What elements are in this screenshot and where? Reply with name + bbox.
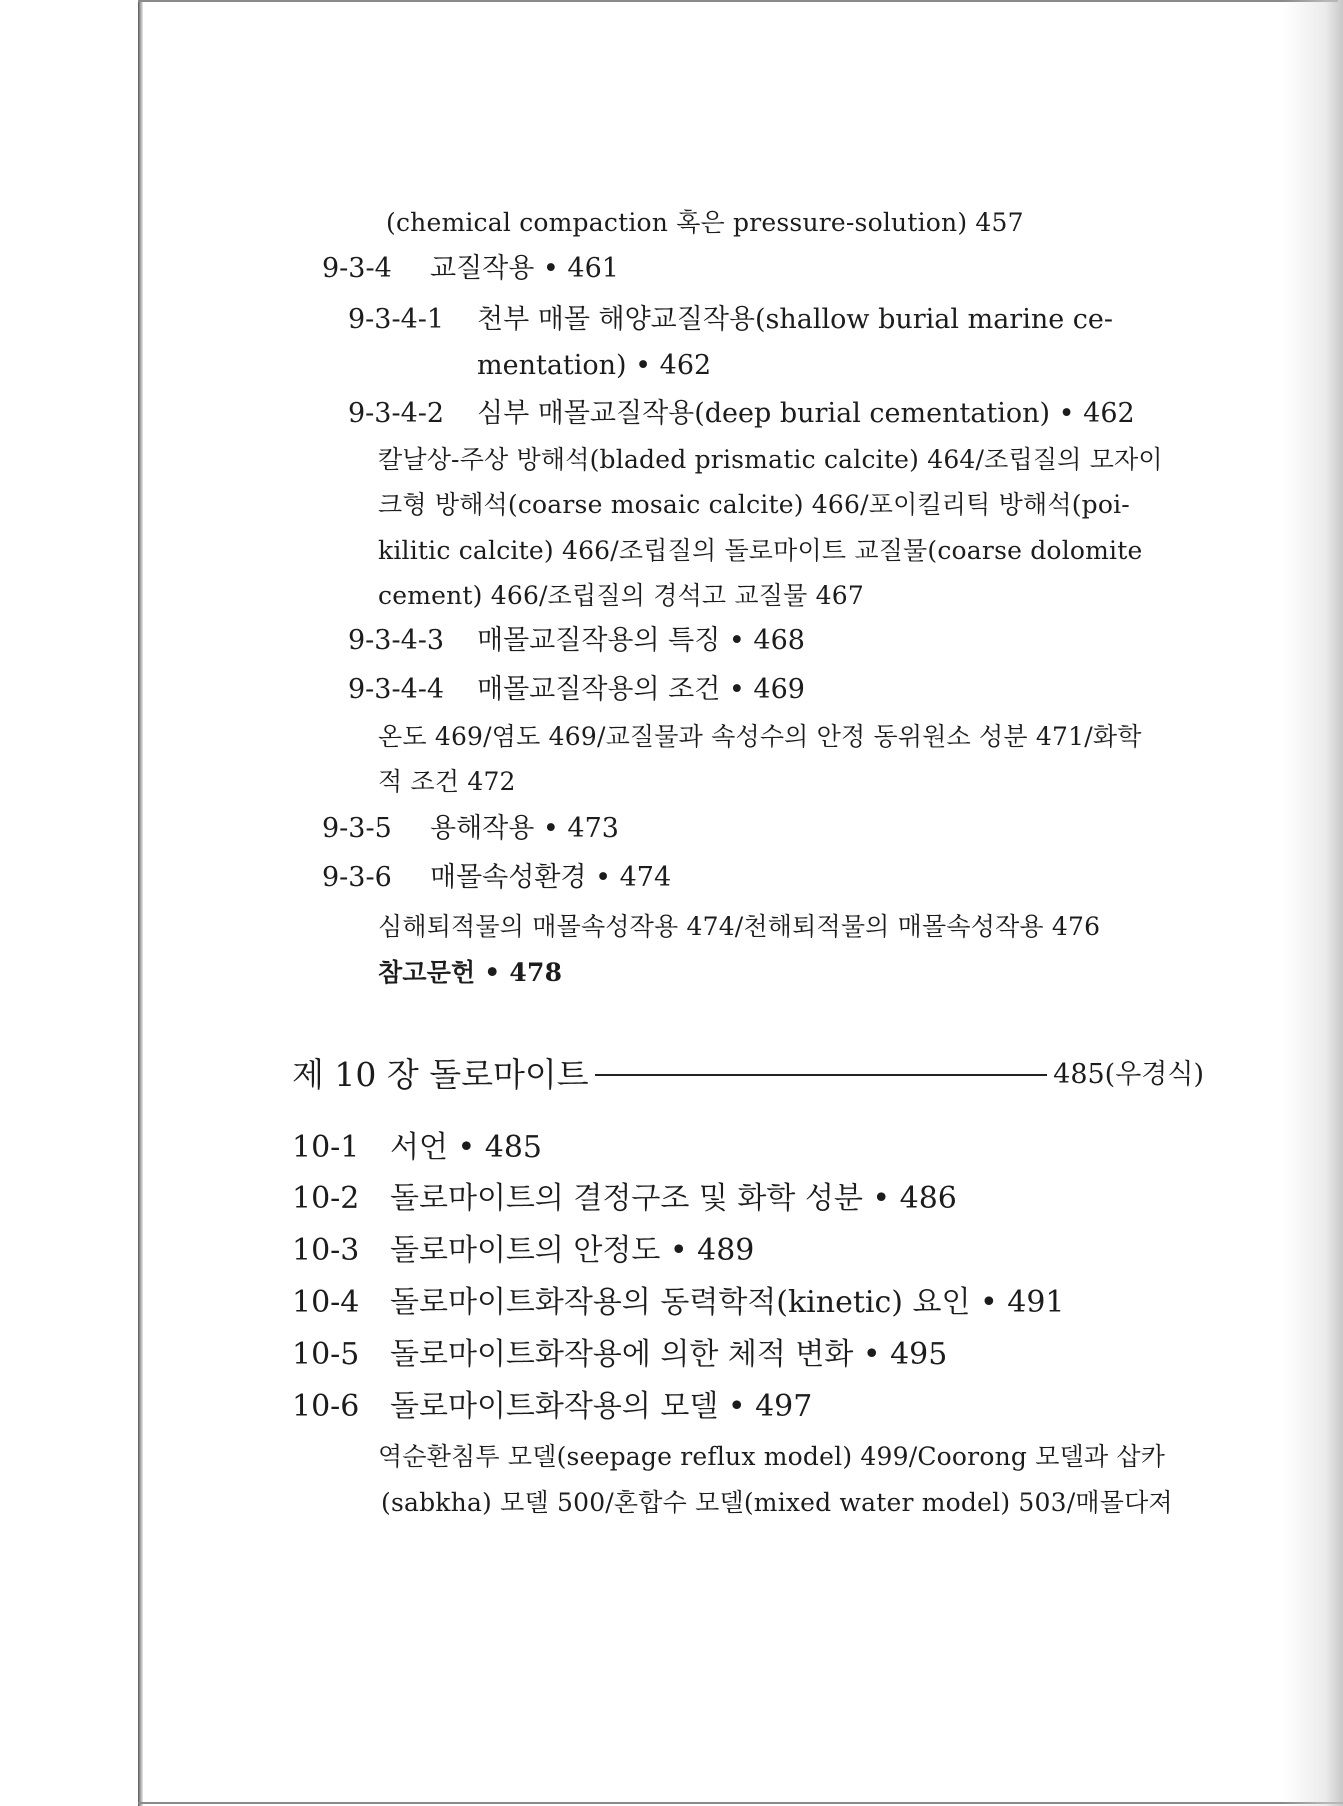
section-number: 10-3 [292,1233,360,1268]
toc-entry-number: 9-3-4-1 [348,304,445,335]
section-text: 돌로마이트화작용의 동력학적(kinetic) 요인 • 491 [390,1285,1065,1320]
section-number: 10-5 [292,1337,360,1372]
toc-entry [322,815,619,842]
toc-entry-text: kilitic calcite) 466/조립질의 돌로마이트 교질물(coarse dolomite [378,536,1143,565]
section-entry [292,1233,755,1268]
toc-entry-text: 크형 방해석(coarse mosaic calcite) 466/포이킬리틱 방해석(poi- [378,490,1130,519]
page-top-edge [138,0,1338,2]
toc-entry [477,352,711,379]
chapter-title: 제 10 장 돌로마이트 [292,1055,589,1094]
section-entry [292,1337,948,1372]
toc-entry-text: 매몰교질작용의 조건 • 469 [477,674,805,705]
toc-entry-text: (sabkha) 모델 500/혼합수 모델(mixed water model) 503/매몰다져 [381,1488,1173,1517]
toc-entry-text: 온도 469/염도 469/교질물과 속성수의 안정 동위원소 성분 471/화학 [378,722,1142,751]
toc-entry-text: 천부 매몰 해양교질작용(shallow burial marine ce- [477,304,1114,335]
toc-entry-text: 참고문헌 • 478 [378,958,563,987]
chapter-page: 485(우경식) [1053,1059,1204,1090]
page-bottom-edge [138,1802,1343,1804]
toc-entry [378,1444,1165,1469]
toc-entry [378,914,1100,939]
toc-entry-number: 9-3-4-4 [348,674,445,705]
section-number: 10-2 [292,1181,360,1216]
chapter-heading [292,1055,1204,1094]
toc-entry-text: mentation) • 462 [477,350,712,381]
leader-rule [595,1074,1048,1076]
toc-entry-number: 9-3-5 [322,813,392,844]
toc-entry [322,255,619,282]
section-entry [292,1389,813,1424]
toc-entry-number: 9-3-4-2 [348,398,445,429]
toc-entry [348,306,1113,333]
toc-entry [386,210,1024,235]
section-text: 돌로마이트화작용에 의한 체적 변화 • 495 [390,1337,948,1372]
toc-entry [348,676,805,703]
toc-entry-text: (chemical compaction 혹은 pressure-solution) 457 [386,208,1024,237]
toc-entry-number: 9-3-6 [322,862,392,893]
toc-entry [322,864,671,891]
toc-entry-text: 매몰교질작용의 특징 • 468 [477,625,805,656]
section-entry [292,1285,1065,1320]
toc-entry-text: 역순환침투 모델(seepage reflux model) 499/Coorong 모델과 삽카 [378,1442,1166,1471]
section-number: 10-4 [292,1285,360,1320]
toc-entry [378,724,1142,749]
section-text: 돌로마이트의 안정도 • 489 [390,1233,755,1268]
page-left-edge [138,0,143,1806]
page-right-shadow [1283,0,1343,1806]
toc-entry-text: 교질작용 • 461 [430,253,619,284]
toc-entry [378,960,562,985]
toc-entry-text: cement) 466/조립질의 경석고 교질물 467 [378,581,864,610]
toc-entry [378,447,1163,472]
toc-entry [378,583,864,608]
toc-entry-text: 칼날상-주상 방해석(bladed prismatic calcite) 464/조립질의 모자이 [378,445,1163,474]
section-text: 돌로마이트의 결정구조 및 화학 성분 • 486 [390,1181,957,1216]
section-number: 10-6 [292,1389,360,1424]
toc-entry [378,492,1130,517]
section-text: 돌로마이트화작용의 모델 • 497 [390,1389,813,1424]
toc-entry-number: 9-3-4 [322,253,392,284]
toc-entry-text: 매몰속성환경 • 474 [430,862,672,893]
toc-entry [378,538,1142,563]
toc-entry [381,1490,1173,1515]
section-number: 10-1 [292,1130,360,1165]
toc-entry-number: 9-3-4-3 [348,625,445,656]
toc-entry-text: 용해작용 • 473 [430,813,619,844]
section-text: 서언 • 485 [390,1130,542,1165]
toc-entry [348,627,805,654]
section-entry [292,1181,957,1216]
toc-entry-text: 적 조건 472 [378,767,516,796]
toc-entry [348,400,1135,427]
toc-entry-text: 심해퇴적물의 매몰속성작용 474/천해퇴적물의 매몰속성작용 476 [378,912,1101,941]
toc-entry [378,769,516,794]
toc-entry-text: 심부 매몰교질작용(deep burial cementation) • 462 [477,398,1135,429]
section-entry [292,1130,542,1165]
